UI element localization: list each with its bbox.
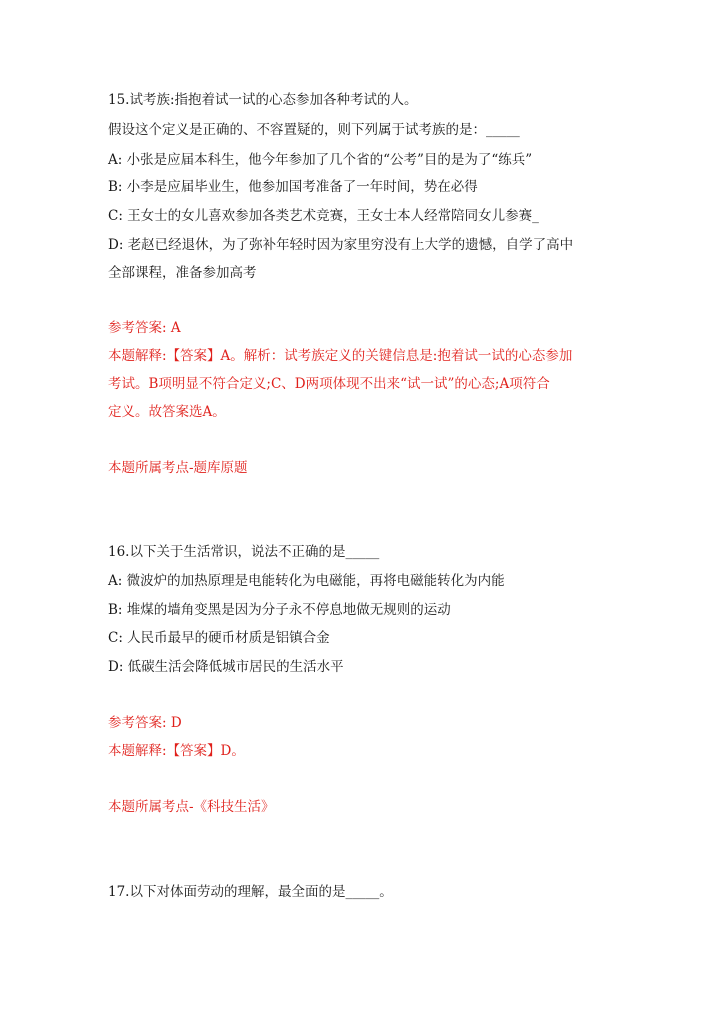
- q15-explanation-line3: 定义。故答案选A。: [108, 404, 226, 420]
- q17-stem: 17.以下对体面劳动的理解，最全面的是_____。: [108, 884, 393, 900]
- q15-stem: 15.试考族:指抱着试一试的心态参加各种考试的人。: [108, 92, 418, 108]
- q15-answer: 参考答案: A: [108, 320, 181, 336]
- q15-explanation-line1: 本题解释:【答案】A。解析：试考族定义的关键信息是:抱着试一试的心态参加: [108, 348, 573, 364]
- q16-option-c: C: 人民币最早的硬币材质是铝镇合金: [108, 630, 330, 646]
- q15-option-a: A: 小张是应届本科生，他今年参加了几个省的“公考”目的是为了“练兵”: [108, 152, 533, 168]
- q16-explanation: 本题解释:【答案】D。: [108, 743, 245, 759]
- q16-option-b: B: 堆煤的墙角变黑是因为分子永不停息地做无规则的运动: [108, 602, 451, 618]
- q16-topic: 本题所属考点-《科技生活》: [108, 799, 275, 815]
- q16-answer: 参考答案: D: [108, 715, 182, 731]
- q16-option-d: D: 低碳生活会降低城市居民的生活水平: [108, 659, 344, 675]
- q15-topic: 本题所属考点-题库原题: [108, 460, 248, 476]
- q15-option-c: C: 王女士的女儿喜欢参加各类艺术竞赛，王女士本人经常陪同女儿参赛_: [108, 208, 539, 224]
- q16-stem: 16.以下关于生活常识，说法不正确的是_____: [108, 544, 380, 560]
- q15-explanation-line2: 考试。B项明显不符合定义;C、D两项体现不出来“试一试”的心态;A项符合: [108, 376, 550, 392]
- q15-option-b: B: 小李是应届毕业生，他参加国考准备了一年时间，势在必得: [108, 179, 478, 195]
- q15-prompt: 假设这个定义是正确的、不容置疑的，则下列属于试考族的是：_____: [108, 122, 520, 138]
- q15-option-d-line1: D: 老赵已经退休，为了弥补年轻时因为家里穷没有上大学的遗憾，自学了高中: [108, 237, 574, 253]
- q16-option-a: A: 微波炉的加热原理是电能转化为电磁能，再将电磁能转化为内能: [108, 573, 505, 589]
- q15-option-d-line2: 全部课程，准备参加高考: [108, 265, 257, 281]
